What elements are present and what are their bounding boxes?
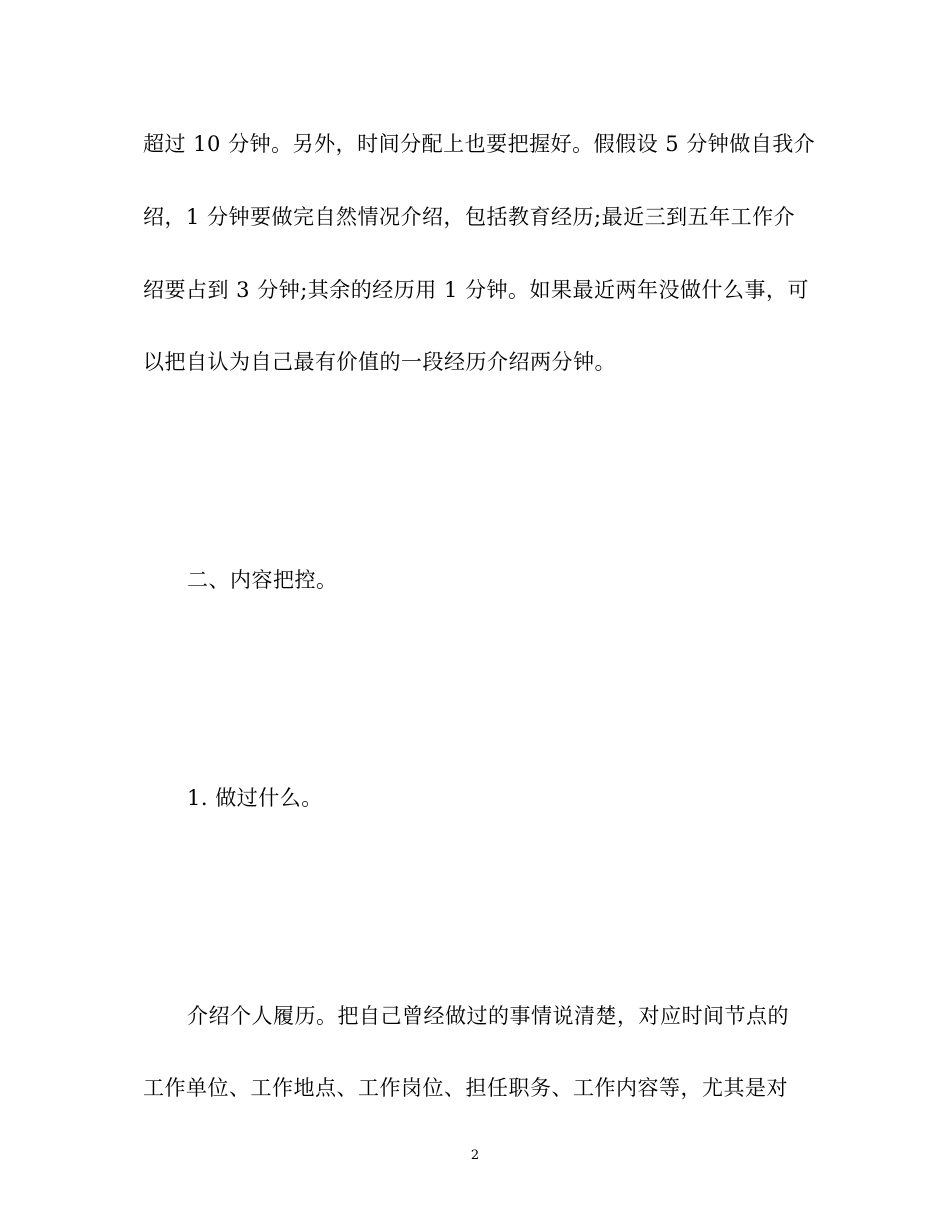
- paragraph-2-line-2: 工作单位、工作地点、工作岗位、担任职务、工作内容等，尤其是对: [143, 1076, 788, 1100]
- section-heading: 二、内容把控。: [187, 568, 338, 592]
- paragraph-1-line-3: 绍要占到 3 分钟;其余的经历用 1 分钟。如果最近两年没做什么事，可: [143, 278, 809, 302]
- paragraph-1-line-2: 绍，1 分钟要做完自然情况介绍，包括教育经历;最近三到五年工作介: [143, 205, 796, 229]
- page-number: 2: [470, 1148, 480, 1163]
- paragraph-2-line-1: 介绍个人履历。把自己曾经做过的事情说清楚，对应时间节点的: [187, 1004, 789, 1028]
- subsection-heading: 1. 做过什么。: [187, 786, 323, 810]
- paragraph-1-line-1: 超过 10 分钟。另外，时间分配上也要把握好。假假设 5 分钟做自我介: [143, 132, 816, 156]
- paragraph-1-line-4: 以把自认为自己最有价值的一段经历介绍两分钟。: [143, 350, 616, 374]
